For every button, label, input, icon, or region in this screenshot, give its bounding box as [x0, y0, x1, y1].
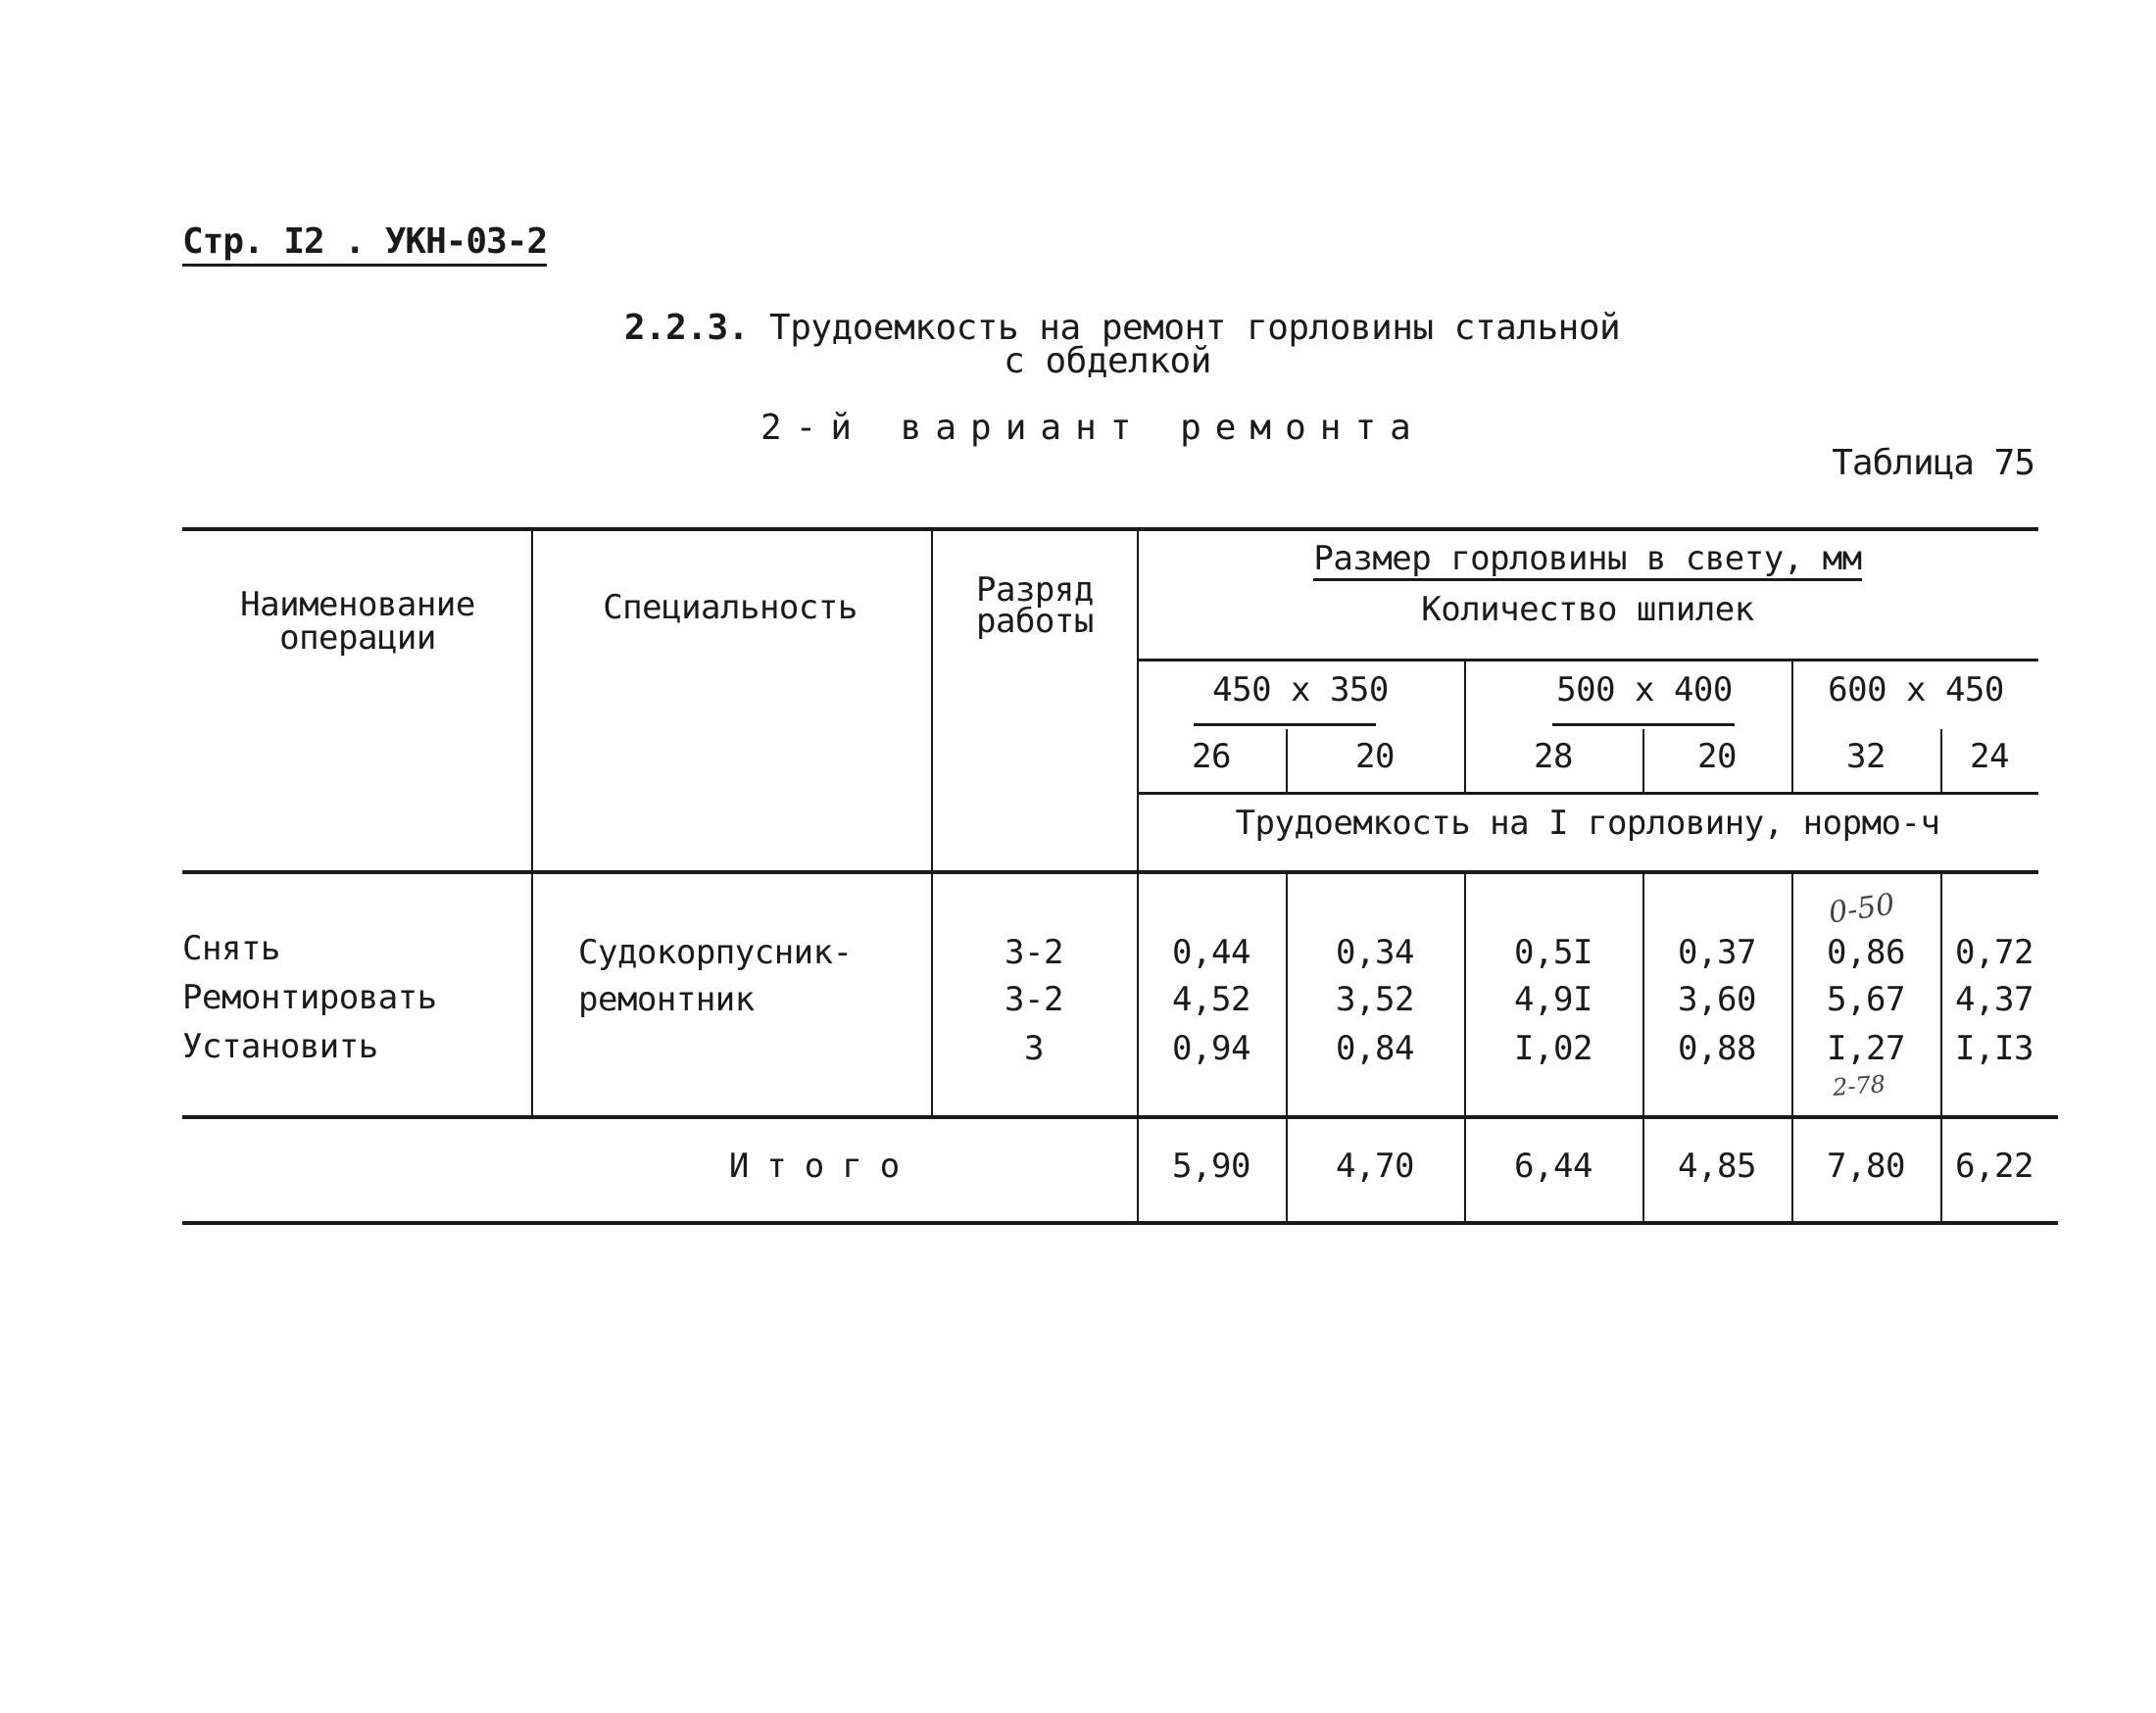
- row-operation: Установить: [182, 1027, 378, 1066]
- header-grade: [976, 570, 1103, 641]
- total-value: 5,90: [1172, 1147, 1250, 1186]
- value-cell: 4,37: [1955, 980, 2034, 1019]
- repair-variant: 2-й вариант ремонта: [760, 408, 1425, 448]
- stud-count-2: 20: [1355, 737, 1395, 776]
- header-size: [1137, 539, 2038, 578]
- section-title-line2: с обделкой: [1004, 341, 1211, 381]
- total-label: [529, 1147, 1117, 1186]
- stud-count-3: 28: [1534, 737, 1573, 776]
- value-cell: 5,67: [1827, 980, 1905, 1019]
- page-reference: Стр. I2 . УКН-03-2: [182, 221, 547, 267]
- value-cell: 0,34: [1336, 933, 1414, 972]
- total-value: 4,85: [1678, 1147, 1756, 1186]
- table-top-rule: [182, 527, 2038, 531]
- header-size-text: Размер горловины в свету, мм: [1313, 539, 1861, 581]
- stud-count-4: 20: [1697, 737, 1737, 776]
- total-value: 6,44: [1514, 1147, 1592, 1186]
- body-bottom-rule: [182, 1115, 2058, 1119]
- section-number: 2.2.3.: [623, 308, 749, 348]
- value-cell: 4,52: [1172, 980, 1250, 1019]
- value-cell: 0,86: [1827, 933, 1905, 972]
- stud-count-1: 26: [1192, 737, 1231, 776]
- stud-count-5: 32: [1846, 737, 1886, 776]
- total-value: 7,80: [1827, 1147, 1905, 1186]
- header-operation-text: Наименование операции: [240, 585, 475, 658]
- row-specialty: Судокорпусник-: [578, 933, 853, 972]
- value-cell: 0,84: [1336, 1029, 1414, 1068]
- header-rule-labor: [1137, 792, 2038, 795]
- size-underline-1: [1194, 723, 1376, 726]
- row-grade: 3-2: [1004, 933, 1063, 972]
- size-underline-2: [1552, 723, 1735, 726]
- row-operation: Снять: [182, 929, 280, 968]
- header-specialty: Специальность: [603, 588, 858, 627]
- value-cell: 3,60: [1678, 980, 1756, 1019]
- size-group-3: 600 x 450: [1828, 670, 2004, 710]
- value-cell: 0,44: [1172, 933, 1250, 972]
- value-cell: I,02: [1514, 1029, 1592, 1068]
- value-cell: I,I3: [1955, 1029, 2034, 1068]
- value-cell: 0,94: [1172, 1029, 1250, 1068]
- col-divider-operation: [531, 529, 533, 1117]
- size-group-2: 500 x 400: [1556, 670, 1733, 710]
- total-label-text: Итого: [728, 1147, 918, 1186]
- row-grade: 3-2: [1004, 980, 1063, 1019]
- header-bottom-rule: [182, 870, 2038, 874]
- value-cell: 3,52: [1336, 980, 1414, 1019]
- section-title-line1: Трудоемкость на ремонт горловины стальной: [769, 308, 1621, 348]
- value-cell: 4,9I: [1514, 980, 1592, 1019]
- table-label: Таблица 75: [1832, 443, 2034, 483]
- handwritten-note-bottom: 2-78: [1832, 1070, 1886, 1101]
- header-rule-size: [1137, 659, 2038, 661]
- header-grade-text: Разряд работы: [976, 570, 1094, 641]
- value-cell: 0,72: [1955, 933, 2034, 972]
- value-cell: I,27: [1827, 1029, 1905, 1068]
- value-cell: 0,5I: [1514, 933, 1592, 972]
- total-value: 6,22: [1955, 1147, 2034, 1186]
- value-cell: 0,88: [1678, 1029, 1756, 1068]
- row-specialty: ремонтник: [578, 980, 755, 1019]
- header-studs: Количество шпилек: [1421, 590, 1754, 629]
- total-value: 4,70: [1336, 1147, 1414, 1186]
- stud-count-6: 24: [1970, 737, 2009, 776]
- section-title: [44, 308, 2156, 348]
- row-operation: Ремонтировать: [182, 978, 437, 1017]
- col-divider-grade: [1137, 529, 1139, 1225]
- header-labor: Трудоемкость на I горловину, нормо-ч: [1235, 804, 1940, 843]
- handwritten-note-top: 0-50: [1826, 887, 1897, 931]
- row-grade: 3: [1024, 1029, 1044, 1068]
- value-cell: 0,37: [1678, 933, 1756, 972]
- table-bottom-rule: [182, 1221, 2058, 1225]
- size-group-1: 450 x 350: [1212, 670, 1389, 710]
- header-operation: [206, 585, 510, 658]
